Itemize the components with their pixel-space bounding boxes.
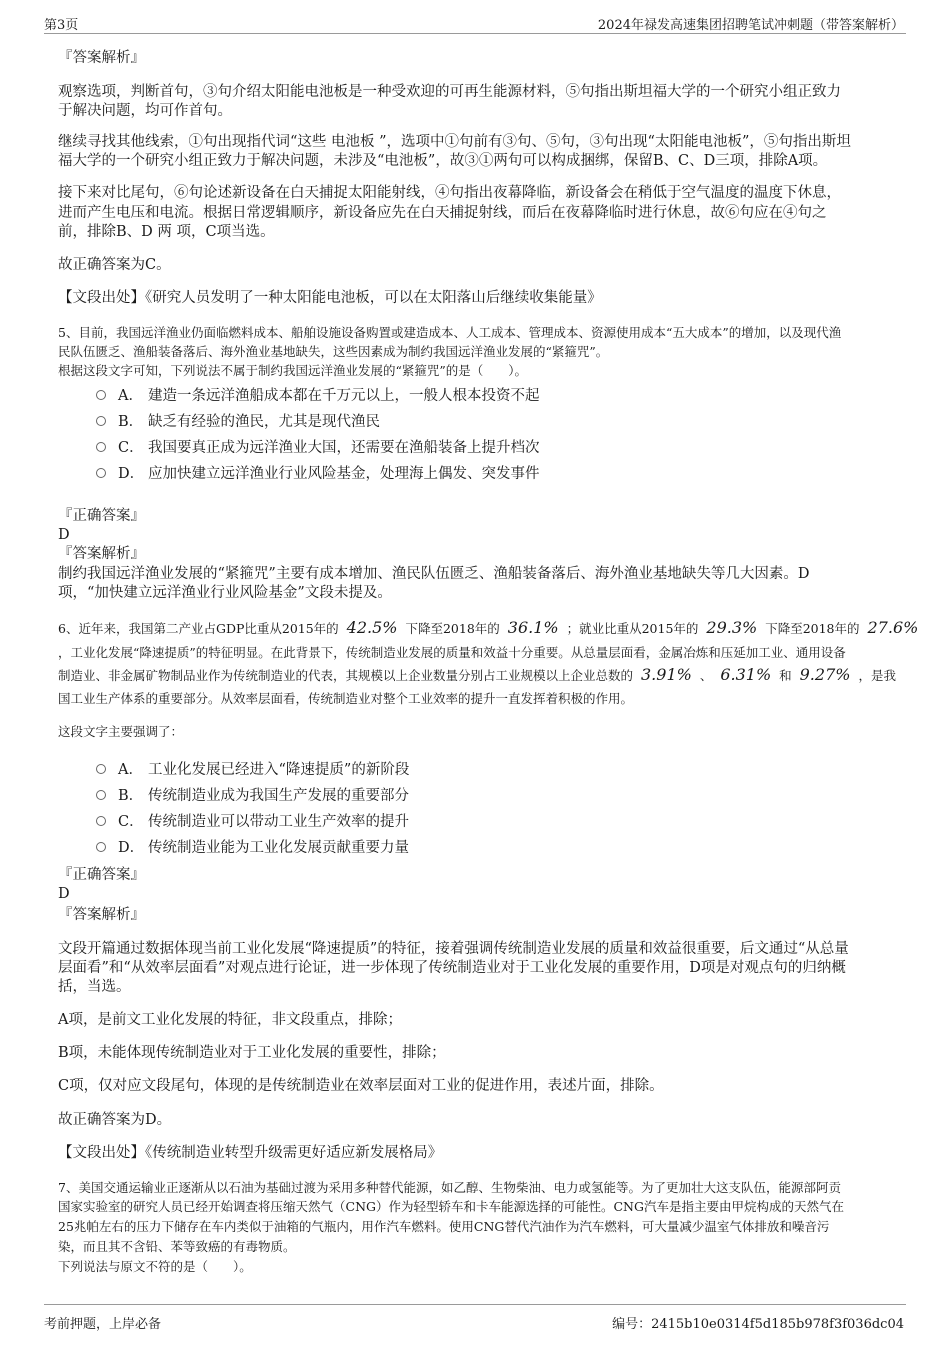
- q6-stem-l1: 6、近年来，我国第二产业占GDP比重从2015年的 42.5% 下降至2018年的 36.1% ；就业比重从2015年的 29.3% 下降至2018年的 27.6%: [58, 618, 919, 637]
- q6-analysis-label: 『答案解析』: [58, 907, 145, 923]
- q5-option-d[interactable]: D． 应加快建立远洋渔业行业风险基金，处理海上偶发、突发事件: [96, 464, 540, 484]
- percent-value: 9.27%: [799, 665, 851, 684]
- q4-source: 【文段出处】《研究人员发明了一种太阳能电池板，可以在太阳落山后继续收集能量》: [58, 290, 602, 306]
- footer-slogan: 考前押题，上岸必备: [44, 1317, 162, 1332]
- q5-answer: D: [58, 527, 70, 543]
- radio-button-icon[interactable]: [96, 390, 106, 400]
- q6-source: 【文段出处】《传统制造业转型升级需更好适应新发展格局》: [58, 1145, 443, 1161]
- q7-stem-l3: 25兆帕左右的压力下储存在车内类似于油箱的气瓶内，用作汽车燃料。使用CNG替代汽油作为汽车燃料，可大量减少温室气体排放和噪音污: [58, 1219, 830, 1234]
- header-divider: [44, 33, 906, 34]
- q4-analysis-para2-l1: 继续寻找其他线索，①句出现指代词“这些 电池板 ”，选项中①句前有③句、⑤句，③句出现“太阳能电池板”，⑤句指出斯坦: [58, 134, 851, 150]
- percent-value: 3.91%: [641, 665, 692, 684]
- q5-option-a[interactable]: A． 建造一条远洋渔船成本都在千万元以上，一般人根本投资不起: [96, 386, 540, 406]
- q6-option-d[interactable]: D． 传统制造业能为工业化发展贡献重要力量: [96, 838, 409, 858]
- q6-analysis-a: A项，是前文工业化发展的特征，非文段重点，排除；: [58, 1012, 402, 1028]
- q6-answer: D: [58, 886, 70, 902]
- q5-stem-l3: 根据这段文字可知，下列说法不属于制约我国远洋渔业发展的“紧箍咒”的是（ ）。: [58, 363, 528, 378]
- document-code: 编号：2415b10e0314f5d185b978f3f036dc04: [612, 1317, 904, 1332]
- percent-value: 42.5%: [346, 618, 398, 637]
- radio-button-icon[interactable]: [96, 816, 106, 826]
- q6-analysis-l3: 括，当选。: [58, 979, 131, 995]
- q6-option-b[interactable]: B． 传统制造业成为我国生产发展的重要部分: [96, 786, 409, 806]
- q5-option-c[interactable]: C． 我国要真正成为远洋渔业大国，还需要在渔船装备上提升档次: [96, 438, 540, 458]
- q6-stem-l3: 制造业、非金属矿物制品业作为传统制造业的代表，其规模以上企业数量分别占工业规模以上企业总数的 3.91% 、 6.31% 和 9.27% ，是我: [58, 665, 896, 684]
- q5-stem-l1: 5、目前，我国远洋渔业仍面临燃料成本、船舶设施设备购置或建造成本、人工成本、管理成本、资源使用成本“五大成本”的增加，以及现代渔: [58, 325, 842, 340]
- footer-divider: [44, 1304, 906, 1305]
- q6-stem-l4: 国工业生产体系的重要部分。从效率层面看，传统制造业对整个工业效率的提升一直发挥着积极的作用。: [58, 691, 634, 706]
- q6-analysis-l1: 文段开篇通过数据体现当前工业化发展“降速提质”的特征，接着强调传统制造业发展的质量和效益很重要，后文通过“从总量: [58, 941, 849, 957]
- q7-stem-l5: 下列说法与原文不符的是（ ）。: [58, 1259, 252, 1274]
- q6-conclusion: 故正确答案为D。: [58, 1112, 172, 1128]
- q7-stem-l2: 国家实验室的研究人员已经开始调查将压缩天然气（CNG）作为轻型轿车和卡车能源选择的可能性。CNG汽车是指主要由甲烷构成的天然气在: [58, 1199, 844, 1214]
- q6-option-a[interactable]: A． 工业化发展已经进入“降速提质”的新阶段: [96, 760, 409, 780]
- q4-analysis-para1-l1: 观察选项，判断首句，③句介绍太阳能电池板是一种受欢迎的可再生能源材料，⑤句指出斯坦福大学的一个研究小组正致力: [58, 84, 841, 100]
- percent-value: 36.1%: [507, 618, 559, 637]
- radio-button-icon[interactable]: [96, 790, 106, 800]
- q4-analysis-para3-l3: 前，排除B、D 两 项，C项当选。: [58, 224, 275, 240]
- radio-button-icon[interactable]: [96, 842, 106, 852]
- q5-answer-label: 『正确答案』: [58, 508, 145, 524]
- radio-button-icon[interactable]: [96, 468, 106, 478]
- percent-value: 29.3%: [706, 618, 758, 637]
- percent-value: 27.6%: [867, 618, 919, 637]
- q4-analysis-para1-l2: 于解决问题，均可作首句。: [58, 103, 232, 119]
- q6-option-c[interactable]: C． 传统制造业可以带动工业生产效率的提升: [96, 812, 409, 832]
- document-title: 2024年禄发高速集团招聘笔试冲刺题（带答案解析）: [597, 18, 904, 33]
- q5-option-b[interactable]: B． 缺乏有经验的渔民，尤其是现代渔民: [96, 412, 380, 432]
- q4-analysis-para3-l2: 进而产生电压和电流。根据日常逻辑顺序，新设备应先在白天捕捉射线，而后在夜幕降临时进行休息，故⑥句应在④句之: [58, 205, 827, 221]
- q5-analysis-l1: 制约我国远洋渔业发展的“紧箍咒”主要有成本增加、渔民队伍匮乏、渔船装备落后、海外渔业基地缺失等几大因素。D: [58, 566, 810, 582]
- radio-button-icon[interactable]: [96, 416, 106, 426]
- q6-answer-label: 『正确答案』: [58, 867, 145, 883]
- page-number: 第3页: [44, 18, 79, 33]
- q4-conclusion: 故正确答案为C。: [58, 257, 171, 273]
- q5-stem-l2: 民队伍匮乏、渔船装备落后、海外渔业基地缺失，这些因素成为制约我国远洋渔业发展的“紧箍咒”。: [58, 344, 609, 359]
- percent-value: 6.31%: [720, 665, 772, 684]
- q6-analysis-c: C项，仅对应文段尾句，体现的是传统制造业在效率层面对工业的促进作用，表述片面，排除。: [58, 1078, 664, 1094]
- q5-analysis-l2: 项，“加快建立远洋渔业行业风险基金”文段未提及。: [58, 585, 392, 601]
- q4-analysis-para3-l1: 接下来对比尾句，⑥句论述新设备在白天捕捉太阳能射线，④句指出夜幕降临，新设备会在稍低于空气温度的温度下休息，: [58, 185, 841, 201]
- radio-button-icon[interactable]: [96, 442, 106, 452]
- q7-stem-l1: 7、美国交通运输业正逐渐从以石油为基础过渡为采用多种替代能源，如乙醇、生物柴油、电力或氢能等。为了更加壮大这支队伍，能源部阿贡: [58, 1180, 841, 1195]
- q5-analysis-label: 『答案解析』: [58, 546, 145, 562]
- q6-question: 这段文字主要强调了：: [58, 724, 184, 739]
- q7-stem-l4: 染，而且其不含铅、苯等致癌的有毒物质。: [58, 1239, 296, 1254]
- q6-analysis-b: B项，未能体现传统制造业对于工业化发展的重要性，排除；: [58, 1045, 446, 1061]
- q4-analysis-label: 『答案解析』: [58, 50, 145, 66]
- q4-analysis-para2-l2: 福大学的一个研究小组正致力于解决问题，未涉及“电池板”，故③①两句可以构成捆绑，保留B、C、D三项，排除A项。: [58, 153, 828, 169]
- q6-stem-l2: ，工业化发展“降速提质”的特征明显。在此背景下，传统制造业发展的质量和效益十分重要。从总量层面看，金属冶炼和压延加工业、通用设备: [58, 645, 846, 660]
- q6-analysis-l2: 层面看”和“从效率层面看”对观点进行论证，进一步体现了传统制造业对于工业化发展的重要作用，D项是对观点句的归纳概: [58, 960, 846, 976]
- radio-button-icon[interactable]: [96, 764, 106, 774]
